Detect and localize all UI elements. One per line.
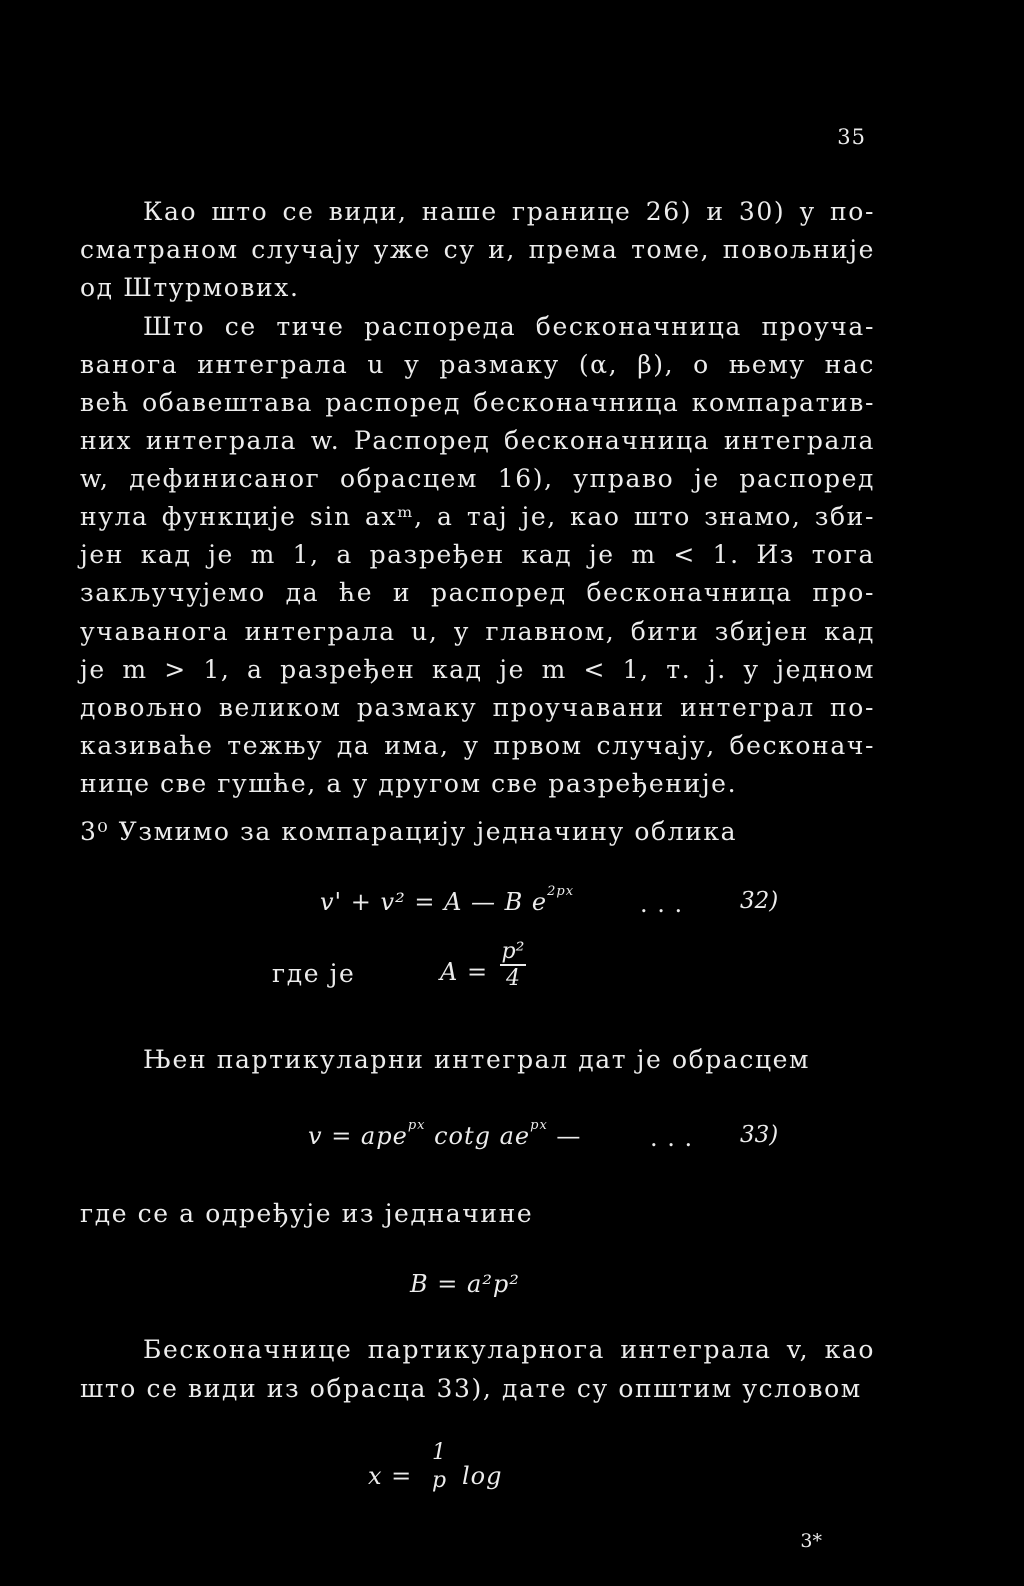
equation-rhs: log xyxy=(462,1462,503,1490)
text-line: учаванога интеграла u, у главном, бити збијен кад xyxy=(80,617,875,646)
where-label: где je xyxy=(272,959,356,988)
text-line: Као што се види, наше границе 26) и 30) у по- xyxy=(143,197,875,226)
text-line: сматраном случају уже су и, према томе, повољније xyxy=(80,235,875,264)
equation-b: B = a²p² xyxy=(410,1270,520,1298)
text-line: w, дефинисаног обрасцем 16), управо je распоред xyxy=(80,464,875,493)
text-line: довољно великом размаку проучавани интеграл по- xyxy=(80,693,875,722)
paragraph-4: Њен партикуларни интеграл дат je обрасцем xyxy=(143,1045,811,1074)
fraction-numerator: p² xyxy=(501,939,525,964)
paragraph-3: 3⁰ Узмимо за компарацију једначину облика xyxy=(80,817,738,846)
equation-dash: — xyxy=(547,1122,582,1150)
text-line: Бесконачнице партикуларнога интеграла v, као xyxy=(143,1335,875,1364)
equation-dots: . . . xyxy=(650,1124,694,1152)
definition-lhs: A = xyxy=(440,958,489,986)
text-line: ванога интеграла u у размаку (α, β), о њему нас xyxy=(80,350,875,379)
equation-exponent: px xyxy=(530,1118,548,1133)
fraction xyxy=(428,1440,450,1496)
equation-dots: . . . xyxy=(640,890,684,918)
fraction-denominator: 4 xyxy=(506,966,520,991)
equation-body: v' + v² = A — B e xyxy=(320,888,548,916)
text-line: казиваће тежњу да има, у првом случају, бесконач- xyxy=(80,731,875,760)
fraction-denominator: p xyxy=(431,1468,447,1493)
text-line: јен кад je m 1, a разређен кад je m < 1. Из тога xyxy=(80,540,875,569)
equation-body: v = ape xyxy=(308,1122,408,1150)
equation-lhs: x = xyxy=(368,1462,413,1490)
text-line: већ обавештава распоред бесконачница компаратив- xyxy=(80,388,875,417)
equation-exponent: px xyxy=(407,1118,426,1133)
paragraph-5: где се a одређује из једначине xyxy=(80,1199,534,1228)
text-line: закључујемо да ће и распоред бесконачница про- xyxy=(80,578,875,607)
text-line: што се види из обрасца 33), дате су општим условом xyxy=(80,1374,862,1403)
equation-label: 33) xyxy=(740,1122,779,1148)
text-line: je m > 1, a разређен кад je m < 1, т. ј. у једном xyxy=(80,655,875,684)
equation-body: cotg ae xyxy=(425,1122,531,1150)
text-line: нице све гушће, a у другом све разређеније. xyxy=(80,769,738,798)
text-line: Што се тиче распореда бесконачница проуча- xyxy=(143,312,875,341)
text-line: нула функције sin axᵐ, a тај je, као што знамо, зби- xyxy=(80,502,875,531)
equation-exponent: 2px xyxy=(547,884,575,899)
fraction-numerator: 1 xyxy=(432,1440,446,1465)
text-line: од Штурмових. xyxy=(80,273,300,302)
footer-mark: 3* xyxy=(800,1530,822,1552)
page-number: 35 xyxy=(837,125,866,149)
fraction xyxy=(500,940,526,992)
text-line: них интеграла w. Распоред бесконачница интеграла xyxy=(80,426,875,455)
equation-label: 32) xyxy=(740,888,779,914)
